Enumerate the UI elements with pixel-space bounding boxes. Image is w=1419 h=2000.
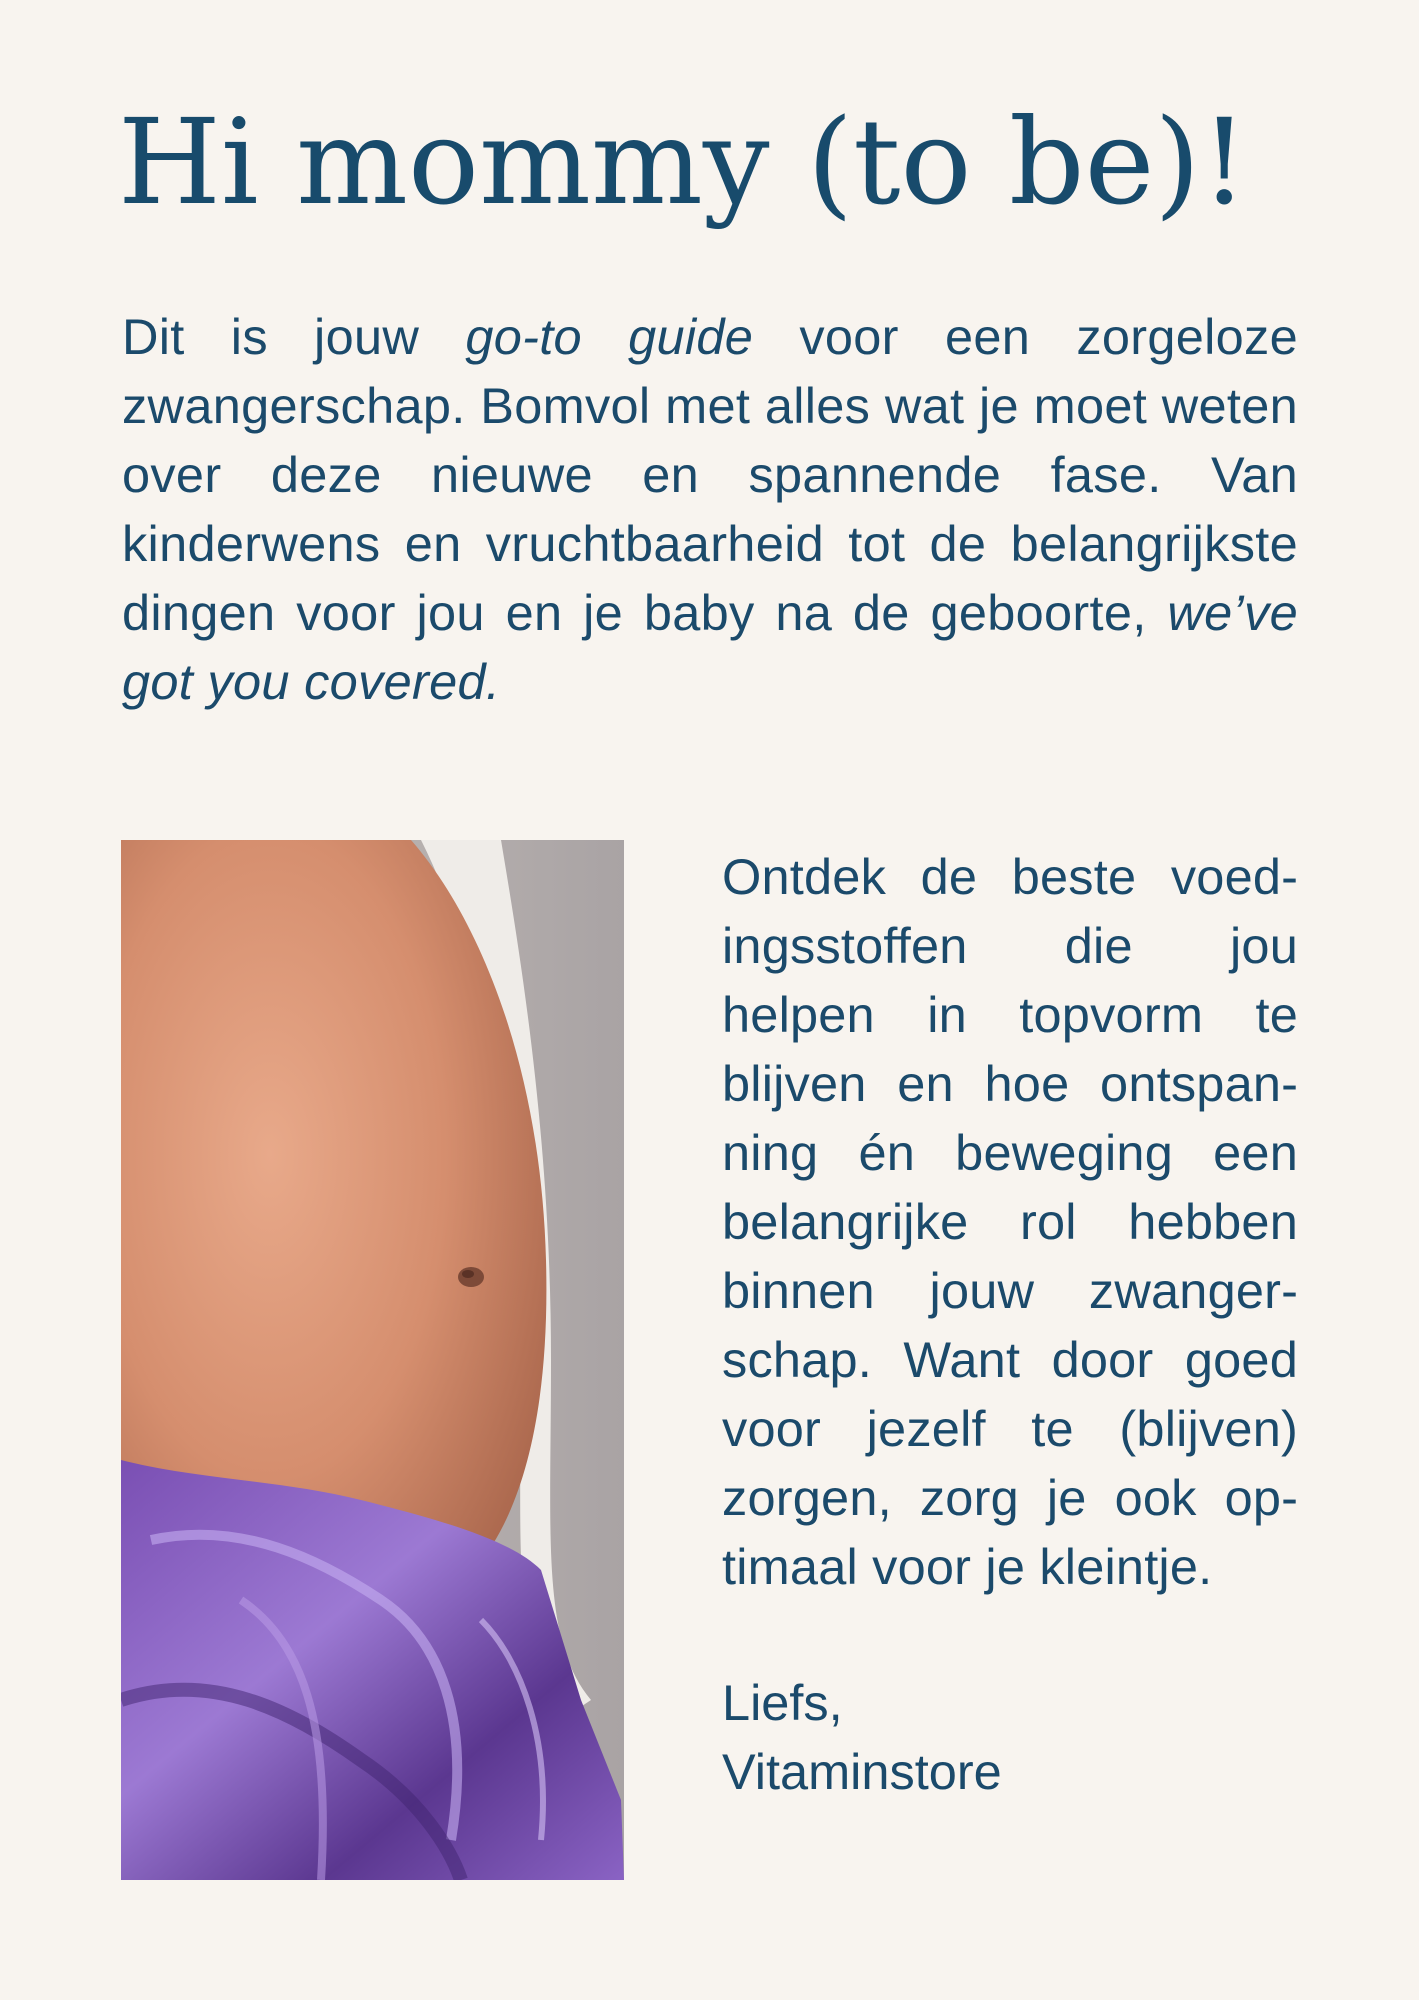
signoff-greeting: Liefs,: [722, 1674, 843, 1731]
intro-emphasis-2: we’ve got you covered.: [122, 584, 1298, 710]
signoff: [722, 1668, 1002, 1806]
intro-text-1: Dit is jouw: [122, 308, 466, 365]
pregnant-belly-photo: [121, 840, 624, 1880]
intro-text-2: voor een zorgeloze zwangerschap. Bomvol met alles wat je moet weten over deze nieuwe en spannende fase. Van kinderwens en vruchtbaarheid tot de belangrijkste dingen voor jou en je baby na de geboorte,: [122, 308, 1298, 641]
page-title: Hi mommy (to be)!: [118, 93, 1248, 231]
body-paragraph: Ontdek de beste voedingsstoffen die jou helpen in topvorm te blijven en hoe ontspanning én beweging een belangrijke rol hebben binnen jouw zwangerschap. Want door goed voor jezelf te (blijven) zorgen, zorg je ook optimaal voor je kleintje.: [722, 848, 1298, 1595]
intro-emphasis-1: go-to guide: [465, 308, 754, 365]
intro-paragraph: [122, 302, 1298, 716]
signoff-sender: Vitaminstore: [722, 1743, 1002, 1800]
